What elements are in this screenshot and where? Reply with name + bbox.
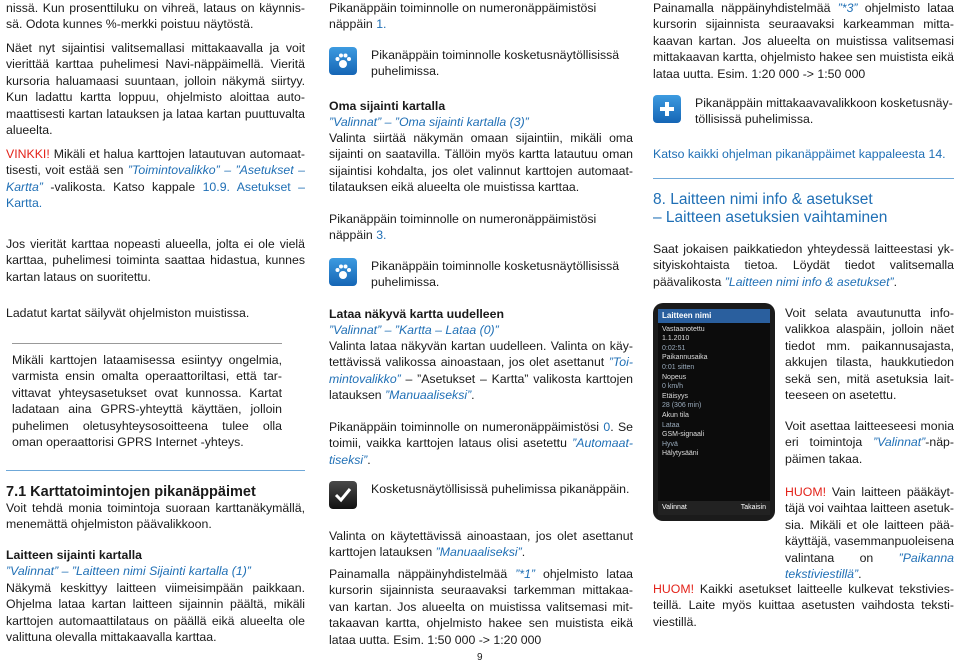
subheading: Laitteen sijainti kartalla — [6, 548, 142, 562]
tip-paragraph — [6, 146, 305, 212]
text: Valinta lataa näkyvän kartan uudelleen. Valinta on käytettävissä valikossa ainoastaan, jos olet asettanut — [329, 339, 633, 370]
paragraph — [653, 0, 954, 82]
phone-info-list — [658, 323, 770, 461]
paragraph — [329, 528, 633, 561]
paragraph: Jos vierität karttaa nopeasti alueella, jolta ei ole vielä karttaa, puhelimesi toiminta saattaa hidastua, kunnes kartan lataus on suoritettu. — [6, 237, 305, 284]
paw-icon — [329, 258, 357, 286]
phone-info-line: Etäisyys — [662, 392, 689, 400]
key-combo: ”*1” — [515, 567, 536, 581]
text: . — [858, 567, 862, 582]
text: Pikanäppäin toiminnolle on numeronäppäimistösi näppäin — [329, 1, 597, 32]
phone-info-line: 0 km/h — [662, 383, 684, 391]
paragraph: Voit tehdä monia toimintoja suoraan karttanäkymällä, menemättä ohjelmiston päävalikkoon. — [6, 501, 305, 532]
phone-title: Laitteen nimi — [658, 309, 770, 323]
key-combo: ”*3” — [837, 1, 858, 15]
phone-info-line: Hyvä — [662, 440, 678, 448]
shortcut-row — [653, 95, 954, 128]
section-reference: Katso kaikki ohjelman pikanäppäimet kappaleesta 14. — [653, 147, 946, 161]
text: . — [893, 274, 898, 289]
subheading: Lataa näkyvä kartta uudelleen — [329, 307, 504, 321]
text: Voit asettaa laitteeseesi monia eri toimintoja — [785, 419, 954, 450]
warning-paragraph — [653, 581, 954, 630]
text: Painamalla näppäinyhdistelmää — [653, 1, 838, 15]
phone-info-line: Nopeus — [662, 373, 687, 381]
phone-info-line: 1.1.2010 — [662, 335, 690, 343]
divider — [6, 470, 305, 471]
menu-path: ”Valinnat” – ”Oma sijainti kartalla (3)” — [329, 115, 529, 129]
key-number: 3. — [376, 228, 387, 243]
key-number: 0 — [603, 420, 611, 434]
paw-icon — [329, 47, 357, 75]
menu-path: ”Valinnat” – ”Kartta – Lataa (0)” — [329, 323, 499, 337]
text: Painamalla näppäinyhdistelmää — [329, 567, 516, 581]
softkey-left[interactable]: Valinnat — [662, 504, 687, 512]
text: Mikäli et halua karttojen latautuvan automaattisesti, voit estää sen — [6, 147, 305, 178]
note-text: Mikäli karttojen lataamisessa esiintyy ongelmia, varmista ensin omalta operaattoriltasi, että tarvittavat yhteysasetukset ovat kunnossa. Kartat ladataan aina GPRS-yhteyttä käyttäen, jolloin puhelimen oletusyhteysosoitteena tulee olla oman operaattorisi GPRS Internet -yhteys. — [12, 353, 282, 450]
section-heading-sub: – Laitteen asetuksien vaihtaminen — [653, 209, 888, 226]
shortcut-description: Kosketusnäytöllisissä puhelimissa pikanäppäin. — [371, 482, 630, 496]
phone-info-line: 28 (306 min) — [662, 402, 702, 410]
phone-info-line: Vastaanotettu — [662, 325, 705, 333]
phone-info-line: Akun tila — [662, 411, 689, 419]
menu-path: ”Laitteen nimi info & asetukset” — [724, 274, 894, 289]
phone-info-line: Hälytysääni — [662, 450, 699, 458]
text: . — [471, 388, 475, 403]
paragraph: nissä. Kun prosenttiluku on vihreä, lataus on käynnissä. Odota kunnes %-merkki poistuu näytöstä. — [6, 1, 305, 32]
text: Valinta on käytettävissä ainoastaan, jos olet asettanut karttojen latauksen — [329, 529, 633, 560]
section-heading: 8. Laitteen nimi info & asetukset — [653, 191, 873, 208]
checkmark-icon — [329, 481, 357, 509]
menu-path: ”Manuaaliseksi” — [435, 545, 522, 560]
divider — [653, 178, 954, 179]
warning-label: HUOM! — [653, 582, 694, 596]
menu-path: ”Toimintovalikko” – ”Asetukset – Kartta” — [6, 163, 306, 194]
subheading: Oma sijainti kartalla — [329, 99, 446, 113]
text: -näppäimen takaa. — [785, 435, 954, 466]
menu-path: ”Manuaaliseksi” — [385, 388, 472, 403]
phone-info-line: GSM-signaali — [662, 431, 705, 439]
menu-path: ”Valinnat” — [873, 435, 926, 450]
text: . — [367, 452, 371, 467]
text: Kaikki asetukset laitteelle kulkevat tekstiviesteillä. Laite myös kuittaa asetusten vaihdosta tekstiviestillä. — [653, 582, 954, 629]
paragraph — [785, 418, 954, 467]
text: Saat jokaisen paikkatiedon yhteydessä laitteestasi yksityiskohtaista tietoa. Löydät tiedot valitsemalla päävalikosta — [653, 242, 954, 289]
plus-icon — [653, 95, 681, 123]
page-number: 9 — [477, 652, 483, 663]
text: Pikanäppäin toiminnolle on numeronäppäimistösi — [329, 420, 604, 434]
shortcut-description: Pikanäppäin toiminnolle kosketusnäytöllisissä puhelimissa. — [371, 48, 620, 79]
phone-info-line: Paikannusaika — [662, 354, 708, 362]
section-heading: 7.1 Karttatoimintojen pikanäppäimet — [6, 484, 256, 500]
text: -valikosta. Katso kappale — [42, 179, 203, 194]
paragraph — [329, 419, 633, 468]
text: ohjelmisto lataa kursorin sijainnista seuraavaksi tarkemman mittakaavan kartan. Jos alueelta on muistissa valitsemasi mittakaavan kartta, ohjelmisto hakee sen muistista eikä lataa uutta. Esim. 1:50 000 -> 1:20 000 — [329, 567, 633, 647]
warning-label: HUOM! — [785, 485, 826, 499]
paragraph: Valinta siirtää näkymän omaan sijaintiin, mikäli oma sijainti on saatavilla. Tällöin myös kartta latautuu oman sijaintisi kohdalta, jos olet valinnut karttojen automaattilatauksen eikä alueelta ole muistissa karttaa. — [329, 131, 633, 195]
text: . — [521, 545, 526, 560]
phone-info-line: 0:01 sitten — [662, 363, 695, 371]
note-box — [12, 343, 282, 450]
paragraph — [329, 211, 633, 244]
shortcut-description: Pikanäppäin toiminnolle kosketusnäytöllisissä puhelimissa. — [371, 259, 620, 290]
shortcut-row — [329, 47, 633, 80]
paragraph: Näet nyt sijaintisi valitsemallasi mittakaavalla ja voit vierittää karttaa puhelimesi Navi-näppäimellä. Vieritä kursoria haluamaasi suuntaan, jolloin näkymä siirtyy. Kun ladattu kartta loppuu, ohjelmisto aloittaa automaattisesti kartan latauksen ja lataa kartan puuttuvalta alueelta. — [6, 41, 305, 138]
warning-text — [785, 484, 954, 582]
paragraph — [329, 0, 633, 33]
paragraph: Voit selata avautunutta infovalikkoa alaspäin, jolloin näet tiedot mm. paikannusajasta, akkujen tilasta, haukkutiedon sekä sen, mitä asetuksia laitteeseen on asetettu. — [785, 306, 954, 403]
phone-info-line: Lataa — [662, 421, 680, 429]
text: – ”Asetukset – Kartta” valikosta karttojen latauksen — [329, 371, 633, 403]
shortcut-row — [329, 258, 633, 291]
menu-path: ”Paikanna tekstiviestillä” — [785, 550, 954, 582]
section-reference: 10.9. Asetukset – Kartta. — [6, 179, 306, 211]
key-number: 1. — [376, 17, 387, 32]
paragraph — [653, 241, 954, 290]
text: Vain laitteen pääkäyttäjä voi vaihtaa laitteen asetuksia. Mikäli et ole laitteen pääkäyttäjä, vasemmanpuoleisena valintana on — [785, 485, 954, 565]
shortcut-description: Pikanäppäin mittakaavavalikkoon kosketusnäytöllisissä puhelimissa. — [695, 96, 953, 127]
shortcut-row — [329, 481, 633, 509]
paragraph: Ladatut kartat säilyvät ohjelmiston muistissa. — [6, 306, 250, 320]
softkey-right[interactable]: Takaisin — [740, 504, 766, 512]
paragraph — [329, 338, 633, 404]
warning-paragraph — [653, 484, 954, 582]
phone-info-line: 0:02:51 — [662, 344, 686, 352]
text: ohjelmisto lataa kursorin sijainnista seuraavaksi karkeamman mittakaavan kartan. Jos alueelta on muistissa valitsemasi mittakaavan kartta, ohjelmisto hakee sen muistista eikä lataa uutta. Esim. 1:20 000 -> 1:50 000 — [653, 1, 954, 81]
paragraph — [329, 566, 633, 648]
paragraph: Näkymä keskittyy laitteen viimeisimpään paikkaan. Ohjelma lataa kartan laitteen sijainnin päältä, mikäli karttojen automaattilataus on päällä eikä alueelta ole valittuna olevalla mittakaavalla karttaa. — [6, 581, 305, 645]
tip-label: VINKKI! — [6, 147, 50, 161]
menu-path: ”Valinnat” – ”Laitteen nimi Sijainti kartalla (1)” — [6, 564, 251, 578]
text: Pikanäppäin toiminnolle on numeronäppäimistösi näppäin — [329, 212, 597, 243]
menu-path: ”Automaattiseksi” — [329, 436, 633, 467]
menu-path: ”Toimintovalikko” — [329, 355, 633, 386]
text: . Se toimii, vaikka karttojen lataus olisi asetettu — [329, 420, 633, 451]
